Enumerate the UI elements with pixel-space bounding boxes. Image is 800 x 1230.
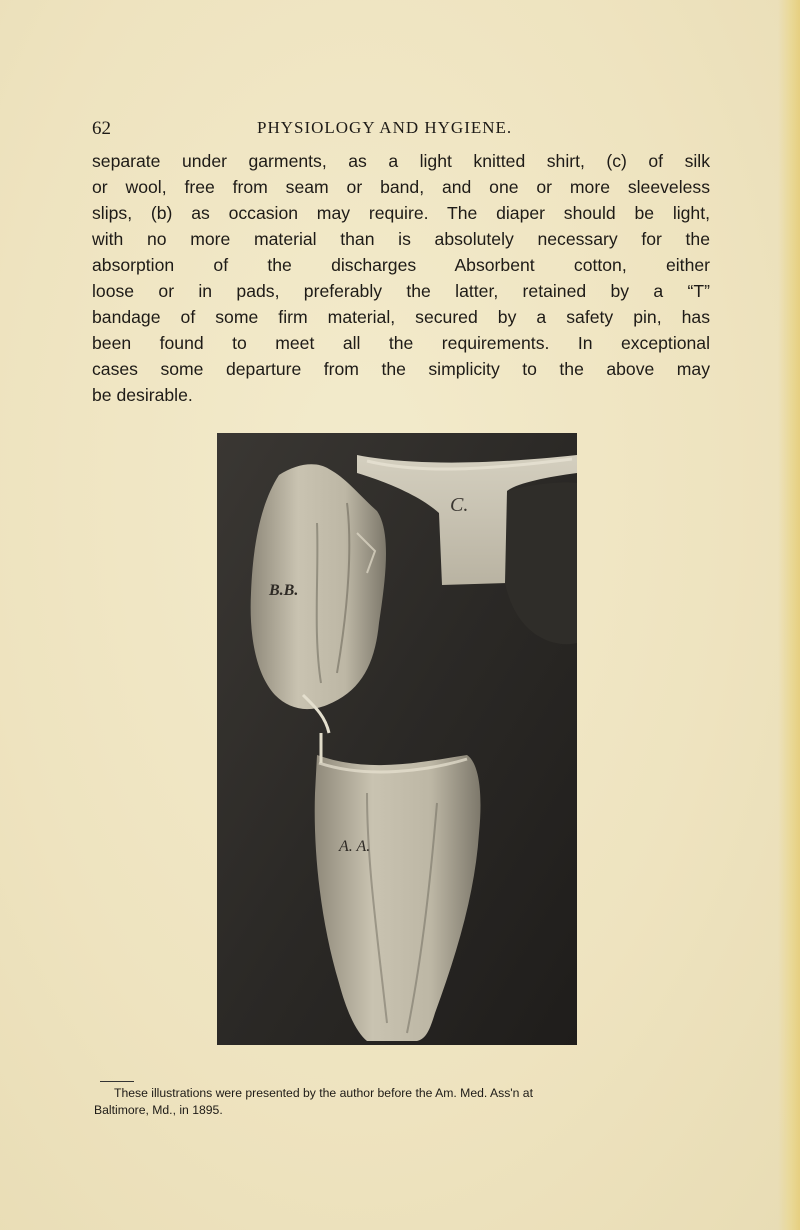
footnote-line: These illustrations were presented by the author before the Am. Med. Ass'n at [114,1086,533,1100]
page-header [92,118,707,142]
text-line: separate under garments, as a light knitted shirt, (c) of silk [92,151,710,171]
body-paragraph [92,148,710,408]
footnote [94,1085,714,1119]
text-line: or wool, free from seam or band, and one or more sleeveless [92,177,710,197]
footnote-rule [100,1081,134,1082]
running-head: PHYSIOLOGY AND HYGIENE. [257,118,513,137]
text-line: absorption of the discharges Absorbent cotton, either [92,255,710,275]
text-line: slips, (b) as occasion may require. The diaper should be light, [92,203,710,223]
page-edge [778,0,800,1230]
text-line: been found to meet all the requirements. In exceptional [92,333,710,353]
text-line: be desirable. [92,385,193,405]
text-line: with no more material than is absolutely necessary for the [92,229,710,249]
footnote-line: Baltimore, Md., in 1895. [94,1103,223,1117]
garment-photograph [217,433,577,1045]
label-shirt: C. [450,494,469,516]
text-line: bandage of some firm material, secured by a safety pin, has [92,307,710,327]
text-line: loose or in pads, preferably the latter, retained by a “T” [92,281,710,301]
page-number: 62 [92,118,111,139]
label-slip: B.B. [269,582,299,599]
text-line: cases some departure from the simplicity to the above may [92,359,710,379]
label-gown: A. A. [339,838,371,855]
